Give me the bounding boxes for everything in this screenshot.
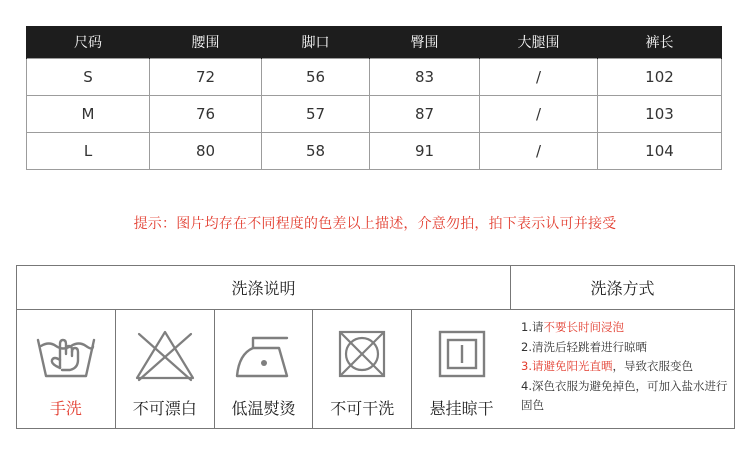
care-symbol-no-bleach bbox=[116, 310, 215, 428]
symbol-label: 不可漂白 bbox=[132, 399, 197, 418]
table-cell: 83 bbox=[370, 59, 480, 96]
table-cell: 56 bbox=[262, 59, 370, 96]
care-symbol-no-dry-clean bbox=[313, 310, 412, 428]
header-thigh: 大腿围 bbox=[480, 26, 598, 59]
header-hem: 脚口 bbox=[262, 26, 370, 59]
table-cell: S bbox=[27, 59, 150, 96]
hang-dry-icon bbox=[430, 326, 494, 384]
table-cell: 104 bbox=[598, 133, 722, 170]
low-iron-icon bbox=[231, 326, 295, 384]
symbol-label: 手洗 bbox=[49, 399, 82, 418]
note-4: 4.深色衣服为避免掉色，可加入盐水进行固色 bbox=[521, 378, 728, 412]
instructions-title: 洗涤说明 bbox=[17, 266, 511, 310]
disclaimer-tip: 提示：图片均存在不同程度的色差以上描述，介意勿拍，拍下表示认可并接受 bbox=[133, 216, 617, 232]
table-cell: 91 bbox=[370, 133, 480, 170]
symbol-label: 低温熨烫 bbox=[231, 399, 296, 418]
table-cell: 87 bbox=[370, 96, 480, 133]
table-cell: 80 bbox=[150, 133, 262, 170]
no-dry-clean-icon bbox=[330, 326, 394, 384]
table-cell: 102 bbox=[598, 59, 722, 96]
care-symbol-low-iron bbox=[215, 310, 314, 428]
note-2: 2.清洗后轻跳着进行晾晒 bbox=[521, 339, 647, 354]
table-cell: M bbox=[27, 96, 150, 133]
table-cell: / bbox=[480, 133, 598, 170]
care-symbol-hand-wash bbox=[17, 310, 116, 428]
symbol-label: 悬挂晾干 bbox=[429, 399, 494, 418]
table-cell: 103 bbox=[598, 96, 722, 133]
table-row bbox=[27, 59, 722, 96]
header-length: 裤长 bbox=[598, 26, 722, 59]
table-row bbox=[27, 96, 722, 133]
header-size: 尺码 bbox=[27, 26, 150, 59]
size-table bbox=[26, 26, 722, 170]
hand-wash-icon bbox=[34, 326, 98, 384]
table-cell: 76 bbox=[150, 96, 262, 133]
table-row bbox=[27, 133, 722, 170]
table-cell: 58 bbox=[262, 133, 370, 170]
header-hip: 臀围 bbox=[370, 26, 480, 59]
washing-notes bbox=[511, 310, 734, 428]
care-table bbox=[16, 265, 735, 429]
care-symbol-hang-dry bbox=[412, 310, 511, 428]
table-cell: 72 bbox=[150, 59, 262, 96]
table-cell: 57 bbox=[262, 96, 370, 133]
table-cell: L bbox=[27, 133, 150, 170]
note-3: 3.请避免阳光直晒，导致衣服变色 bbox=[521, 359, 693, 373]
size-table-header bbox=[27, 26, 722, 59]
symbol-label: 不可干洗 bbox=[330, 399, 395, 418]
no-bleach-icon bbox=[133, 326, 197, 384]
care-symbols bbox=[17, 310, 511, 428]
method-title: 洗涤方式 bbox=[511, 266, 734, 310]
table-cell: / bbox=[480, 59, 598, 96]
note-1: 1.请不要长时间浸泡 bbox=[521, 320, 624, 334]
header-waist: 腰围 bbox=[150, 26, 262, 59]
table-cell: / bbox=[480, 96, 598, 133]
